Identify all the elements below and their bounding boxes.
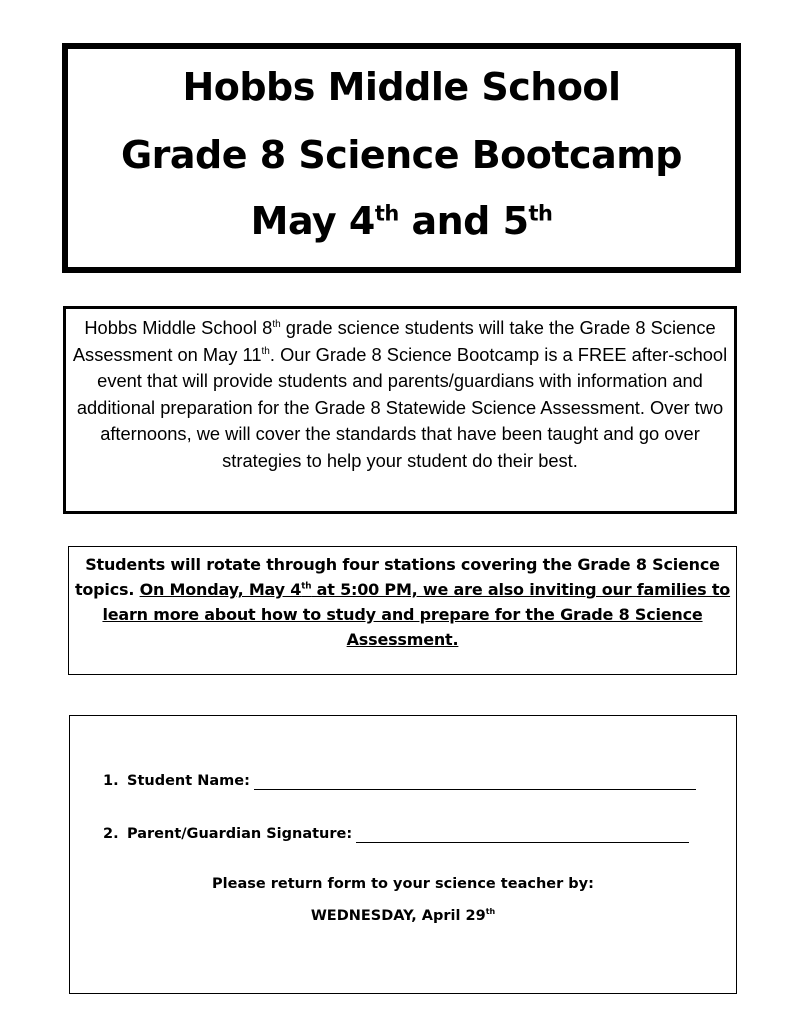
field-number-1: 1.	[103, 773, 119, 789]
intro-superscript-2: th	[261, 345, 270, 357]
stations-text: Students will rotate through four stations covering the Grade 8 Science topics.	[74, 555, 720, 599]
guardian-signature-line[interactable]	[356, 826, 689, 843]
intro-text-2: grade science students will take the Grade 8 Science Assessment on May 11	[72, 317, 716, 365]
date-superscript-2: th	[528, 201, 553, 226]
due-date	[70, 908, 736, 924]
school-name: Hobbs Middle School	[182, 65, 621, 109]
date-part-1: May 4	[250, 199, 375, 243]
guardian-signature-field	[103, 826, 689, 843]
due-date-text: WEDNESDAY, April 29	[310, 908, 486, 924]
stations-paragraph	[68, 546, 737, 675]
return-instructions: Please return form to your science teacher by:	[212, 876, 594, 892]
due-date-superscript: th	[485, 907, 496, 917]
student-name-line[interactable]	[254, 773, 696, 790]
invite-text-1: On Monday, May 4	[139, 580, 302, 599]
student-name-label: Student Name:	[127, 773, 250, 789]
guardian-signature-label: Parent/Guardian Signature:	[127, 826, 353, 842]
field-number-2: 2.	[103, 826, 119, 842]
intro-superscript-1: th	[272, 318, 281, 330]
invite-text-2: at 5:00 PM, we are also inviting our families to learn more about how to study and prepare for the Grade 8 Science Assessment.	[102, 580, 731, 649]
family-invite-text	[102, 580, 730, 649]
invite-superscript: th	[301, 581, 312, 592]
event-title: Grade 8 Science Bootcamp	[120, 133, 683, 177]
title-box	[62, 43, 741, 273]
return-form	[69, 715, 737, 994]
intro-text-3: . Our Grade 8 Science Bootcamp is a FREE after-school event that will provide students and parents/guardians with information and additional preparation for the Grade 8 Statewide Science Assessment. Over two afternoons, we will cover the standards that have been taught and go over strategies to help your student do their best.	[76, 343, 728, 471]
intro-text-1: Hobbs Middle School 8	[84, 317, 273, 338]
date-part-2: and 5	[398, 199, 529, 243]
event-dates	[68, 199, 735, 243]
student-name-field	[103, 773, 696, 790]
intro-paragraph	[63, 306, 737, 514]
date-superscript-1: th	[374, 201, 399, 226]
